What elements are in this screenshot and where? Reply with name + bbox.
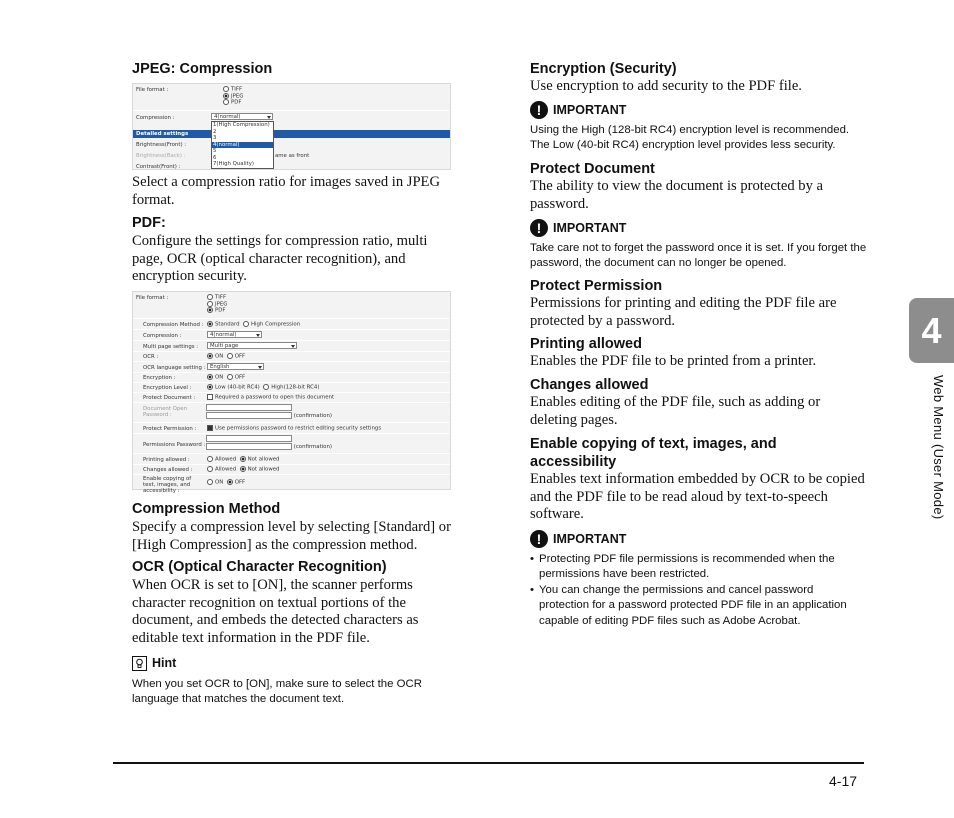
- pdf-settings-screenshot: [132, 291, 451, 494]
- list-item: • Protecting PDF file permissions is recommended when the permissions have been restricted.: [530, 552, 866, 583]
- ocr-heading: OCR (Optical Character Recognition): [132, 559, 387, 575]
- jpeg-compression-heading: JPEG: Compression: [132, 61, 273, 77]
- s2-encryption-level-label: Encryption Level :: [143, 385, 192, 391]
- encryption-heading: Encryption (Security): [530, 61, 677, 77]
- s2-ocr-label: OCR :: [143, 354, 159, 360]
- brightness-back-label: Brightness(Back) :: [136, 153, 186, 159]
- s2-doc-open-password-label: Document Open Password :: [143, 406, 188, 418]
- s2-changes-options: Allowed Not allowed: [207, 466, 279, 473]
- enable-copying-heading: Enable copying of text, images, and accessibility: [530, 436, 777, 470]
- list-item: • You can change the permissions and cancel password protection for a password protected PDF file in an application capable of editing PDF files such as Adobe Acrobat.: [530, 583, 866, 629]
- important-3-list: [530, 552, 866, 629]
- page-number: 4-17: [829, 773, 858, 789]
- s2-ocr-options: ON OFF: [207, 353, 245, 360]
- s2-ocr-language-label: OCR language setting :: [143, 365, 206, 371]
- important-title-1: [530, 101, 626, 119]
- contrast-front-label: Contrast(Front) :: [136, 164, 181, 170]
- footer-rule: [113, 762, 864, 764]
- protect-permission-heading: Protect Permission: [530, 278, 663, 294]
- ocr-text: When OCR is set to [ON], the scanner performs character recognition on textual portions of the document, and embeds the detected characters as editable text information in the PDF file.: [132, 577, 419, 646]
- compression-method-heading: Compression Method: [132, 501, 281, 517]
- important-label: IMPORTANT: [553, 532, 627, 546]
- compression-method-text: Specify a compression level by selecting [Standard] or [High Compression] as the compression method.: [132, 519, 451, 553]
- s2-method-options: Standard High Compression: [207, 321, 300, 328]
- hint-title: [132, 655, 176, 671]
- pdf-heading: PDF:: [132, 215, 166, 231]
- s2-printing-label: Printing allowed :: [143, 457, 190, 463]
- detailed-settings-bar: Detailed settings: [133, 130, 450, 138]
- file-format-options: TIFF JPEG PDF: [223, 86, 243, 106]
- s2-permissions-password-fields: (confirmation): [206, 435, 332, 450]
- chapter-title-vertical: Web Menu (User Mode): [931, 375, 946, 520]
- printing-allowed-heading: Printing allowed: [530, 336, 642, 352]
- s2-encryption-level-options: Low (40-bit RC4) High(128-bit RC4): [207, 384, 319, 391]
- compression-label: Compression :: [136, 115, 175, 121]
- s2-protect-permission-label: Protect Permission :: [143, 426, 197, 432]
- encryption-text: Use encryption to add security to the PDF file.: [530, 78, 802, 94]
- s2-encryption-label: Encryption :: [143, 375, 176, 381]
- s2-protect-permission-checkbox: Use permissions password to restrict editing security settings: [207, 425, 381, 432]
- protect-document-text: The ability to view the document is protected by a password.: [530, 178, 824, 212]
- s2-multipage-label: Multi page settings :: [143, 344, 199, 350]
- important-label: IMPORTANT: [553, 221, 627, 235]
- important-label: IMPORTANT: [553, 103, 627, 117]
- s2-protect-doc-label: Protect Document :: [143, 395, 196, 401]
- important-title-3: [530, 530, 626, 548]
- s2-copying-options: ON OFF: [207, 479, 245, 486]
- brightness-front-label: Brightness(Front) :: [136, 142, 187, 148]
- s2-compression-select: 4(normal): [207, 331, 262, 338]
- protect-document-heading: Protect Document: [530, 161, 655, 177]
- s2-printing-options: Allowed Not allowed: [207, 456, 279, 463]
- lightbulb-icon: [132, 656, 147, 671]
- s2-multipage-select: Multi page: [207, 342, 297, 349]
- s2-method-label: Compression Method :: [143, 322, 204, 328]
- s2-compression-label: Compression :: [143, 333, 182, 339]
- important-title-2: [530, 219, 626, 237]
- file-format-label: File format :: [136, 87, 169, 93]
- s2-file-format-label: File format :: [136, 295, 169, 301]
- hint-text: When you set OCR to [ON], make sure to select the OCR language that matches the document text.: [132, 678, 422, 706]
- compression-select: 4(normal): [211, 113, 273, 120]
- jpeg-settings-screenshot: [132, 83, 451, 170]
- changes-allowed-heading: Changes allowed: [530, 377, 649, 393]
- exclamation-icon: !: [530, 530, 548, 548]
- printing-allowed-text: Enables the PDF file to be printed from a printer.: [530, 353, 817, 369]
- s2-file-format-options: TIFF JPEG PDF: [207, 294, 227, 314]
- important-1-text: Using the High (128-bit RC4) encryption level is recommended. The Low (40-bit RC4) encryption level provides less security.: [530, 124, 850, 152]
- s2-changes-label: Changes allowed :: [143, 467, 193, 473]
- compression-dropdown-list: 1(High Compression) 2 3 4(normal) 5 6 7(High Quality): [211, 121, 274, 169]
- exclamation-icon: !: [530, 101, 548, 119]
- important-2-text: Take care not to forget the password once it is set. If you forget the password, the document can no longer be opened.: [530, 242, 867, 270]
- s2-ocr-language-select: English: [207, 363, 264, 370]
- s2-permissions-password-label: Permissions Password :: [143, 442, 206, 448]
- chapter-tab: 4: [909, 298, 954, 363]
- s2-protect-doc-checkbox: Required a password to open this document: [207, 394, 334, 401]
- s2-doc-open-password-fields: (confirmation): [206, 404, 332, 419]
- changes-allowed-text: Enables editing of the PDF file, such as adding or deleting pages.: [530, 394, 821, 428]
- protect-permission-text: Permissions for printing and editing the PDF file are protected by a password.: [530, 295, 837, 329]
- jpeg-description: Select a compression ratio for images saved in JPEG format.: [132, 174, 441, 208]
- s2-copying-label: Enable copying of text, images, and accessibility :: [143, 476, 192, 494]
- enable-copying-text: Enables text information embedded by OCR to be copied and the PDF file to be read aloud by text-to-speech software.: [530, 471, 865, 523]
- same-as-front-text: ame as front: [275, 153, 310, 159]
- exclamation-icon: !: [530, 219, 548, 237]
- s2-encryption-options: ON OFF: [207, 374, 245, 381]
- hint-label: Hint: [152, 656, 177, 670]
- pdf-description: Configure the settings for compression ratio, multi page, OCR (optical character recognition), and encryption security.: [132, 233, 428, 285]
